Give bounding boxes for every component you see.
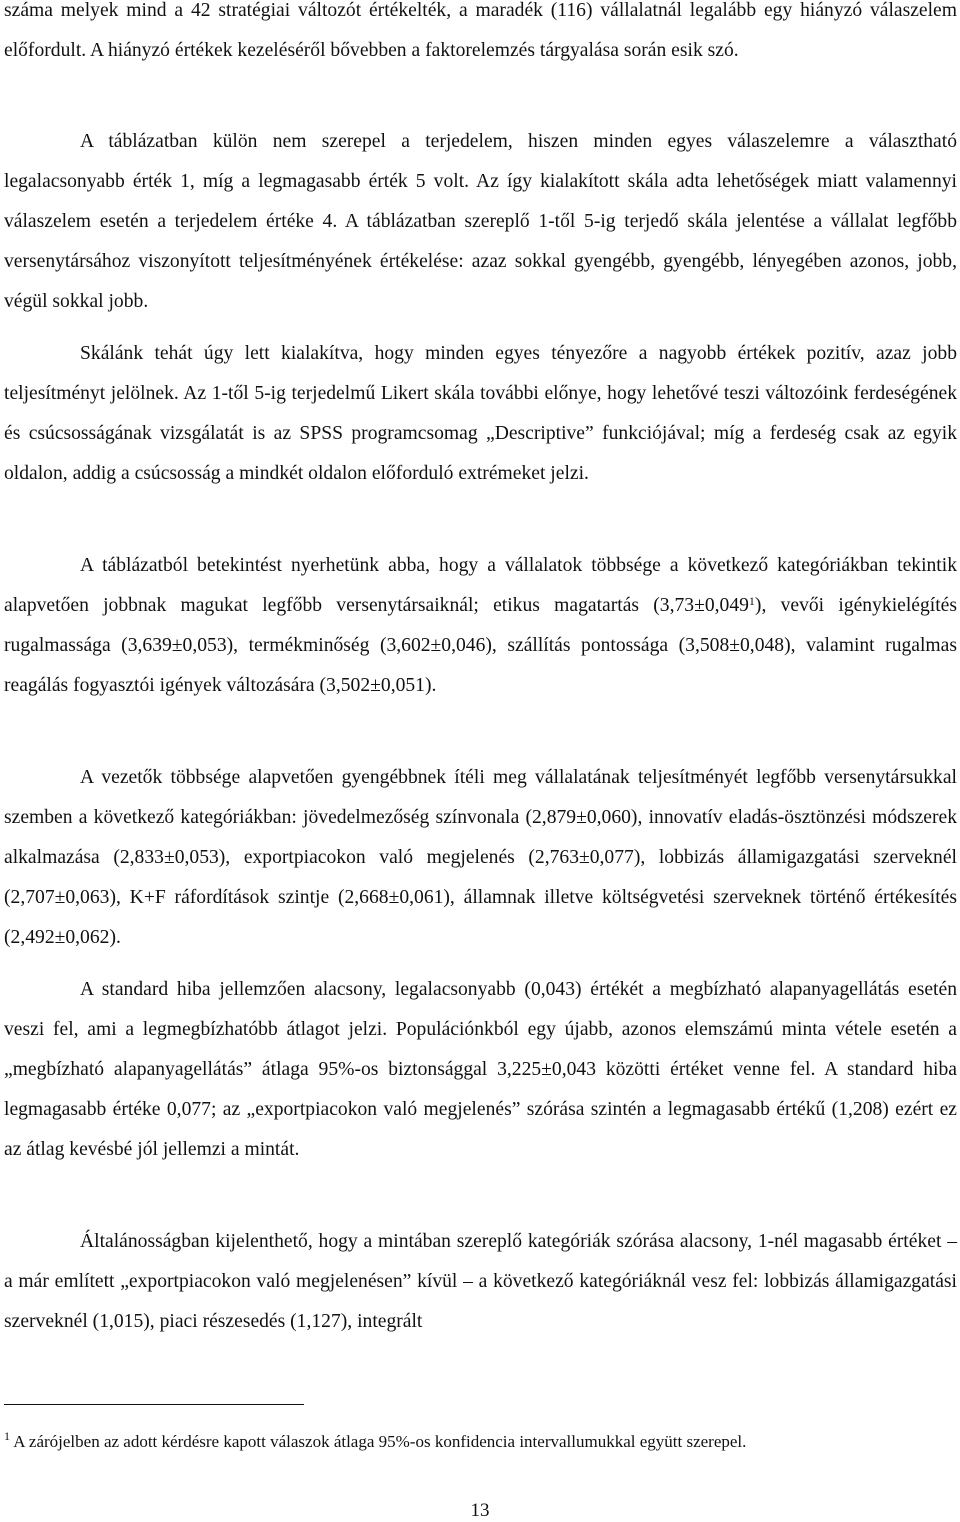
paragraph-7: Általánosságban kijelenthető, hogy a mintában szereplő kategóriák szórása alacsony, 1-nél magasabb értéket – a már említett „exportpiacokon való megjelenésen” kívül – a következő kategóriáknál vesz fel: lobbizás államigazgatási szerveknél (1,015), piaci részesedés (1,127), integrált	[4, 1231, 957, 1332]
paragraph-4-text-end: ), vevői igénykielégítés rugalmassága (3,639±0,053), termékminőség (3,602±0,046), szállítás pontossága (3,508±0,048), valamint rugalmas reagálás fogyasztói igények változására (3,502±0,051).	[4, 595, 957, 696]
paragraph-4	[4, 546, 957, 706]
paragraph-3: Skálánk tehát úgy lett kialakítva, hogy minden egyes tényezőre a nagyobb értékek pozitív, azaz jobb teljesítményt jelölnek. Az 1-től 5-ig terjedelmű Likert skála további előnye, hogy lehetővé teszi változóink ferdeségének és csúcsosságának vizsgálatát is az SPSS programcsomag „Descriptive” funkciójával; míg a ferdeség csak az egyik oldalon, addig a csúcsosság a mindkét oldalon előforduló extrémeket jelzi.	[4, 343, 957, 484]
paragraph-6: A standard hiba jellemzően alacsony, legalacsonyabb (0,043) értékét a megbízható alapanyagellátás esetén veszi fel, ami a legmegbízhatóbb átlagot jelzi. Populációnkból egy újabb, azonos elemszámú minta vétele esetén a „megbízható alapanyagellátás” átlaga 95%-os biztonsággal 3,225±0,043 közötti értéket venne fel. A standard hiba legmagasabb értéke 0,077; az „exportpiacokon való megjelenés” szórása szintén a legmagasabb értékű (1,208) ezért ez az átlag kevésbé jól jellemzi a mintát.	[4, 979, 957, 1160]
paragraph-5: A vezetők többsége alapvetően gyengébbnek ítéli meg vállalatának teljesítményét legfőbb versenytársukkal szemben a következő kategóriákban: jövedelmezőség színvonala (2,879±0,060), innovatív eladás-ösztönzési módszerek alkalmazása (2,833±0,053), exportpiacokon való megjelenés (2,763±0,077), lobbizás államigazgatási szerveknél (2,707±0,063), K+F ráfordítások szintje (2,668±0,061), államnak illetve költségvetési szerveknek történő értékesítés (2,492±0,062).	[4, 767, 957, 948]
paragraph-1: száma melyek mind a 42 stratégiai változót értékelték, a maradék (116) vállalatnál legalább egy hiányzó válaszelem előfordult. A hiányzó értékek kezeléséről bővebben a faktorelemzés tárgyalása során esik szó.	[4, 0, 957, 61]
footnote-reference: 1	[748, 594, 755, 608]
footnote-text: A zárójelben az adott kérdésre kapott válaszok átlaga 95%-os konfidencia intervallumukkal együtt szerepel.	[10, 1432, 747, 1451]
paragraph-2: A táblázatban külön nem szerepel a terjedelem, hiszen minden egyes válaszelemre a választható legalacsonyabb érték 1, míg a legmagasabb érték 5 volt. Az így kialakított skála adta lehetőségek miatt valamennyi válaszelem esetén a terjedelem értéke 4. A táblázatban szereplő 1-től 5-ig terjedő skála jelentése a vállalat legfőbb versenytársához viszonyított teljesítményének értékelése: azaz sokkal gyengébb, gyengébb, lényegében azonos, jobb, végül sokkal jobb.	[4, 131, 957, 312]
page-number: 13	[470, 1500, 490, 1521]
footnote	[4, 1430, 957, 1454]
footnote-divider	[4, 1404, 304, 1405]
paragraph-4-text-start: A táblázatból betekintést nyerhetünk abba, hogy a vállalatok többsége a következő kategóriákban tekintik alapvetően jobbnak magukat legfőbb versenytársaiknál; etikus magatartás (3,73±0,049	[4, 555, 957, 616]
footnote-mark: 1	[4, 1429, 10, 1443]
